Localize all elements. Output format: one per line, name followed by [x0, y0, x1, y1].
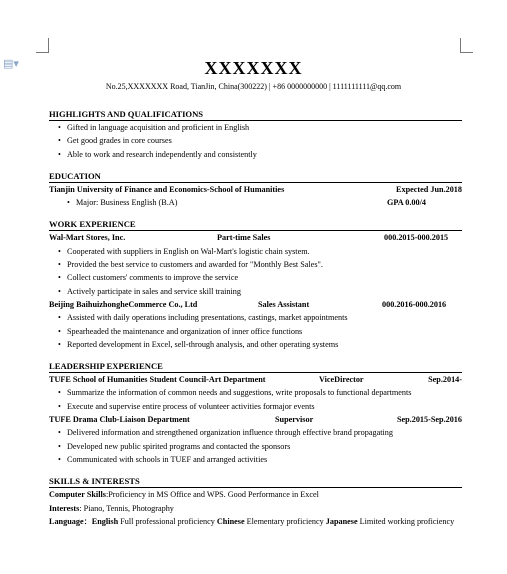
list-item: • Reported development in Excel, sell-through analysis, and other operating systems	[67, 338, 462, 351]
job-role: Sales Assistant	[258, 299, 310, 309]
job-header	[49, 231, 462, 244]
leadership-date: Sep.2015-Sep.2016	[396, 415, 462, 425]
major-text: Major: Business English (B.A)	[76, 198, 178, 208]
gpa: GPA 0.00/4	[387, 198, 426, 208]
contact-line: No.25,XXXXXXX Road, TianJin, China(300222) | +86 0000000000 | 1111111111@qq.com	[105, 82, 402, 91]
interests-line	[49, 502, 462, 515]
company-name: Wal-Mart Stores, Inc.	[49, 233, 126, 243]
org-name: TUFE School of Humanities Student Council-Art Department	[49, 375, 266, 385]
list-item: • Cooperated with suppliers in English on Wal-Mart's logistic chain system.	[67, 245, 462, 258]
leadership-role: Supervisor	[275, 415, 314, 425]
highlights-list	[49, 121, 462, 161]
school-name: Tianjin University of Finance and Economics-School of Humanities	[49, 184, 285, 194]
list-item: • Spearheaded the maintenance and organization of inner office functions	[67, 325, 462, 338]
english-text: Full professional proficiency	[118, 516, 217, 526]
job-date: 000.2015-000.2015	[384, 233, 449, 243]
list-item: • Summarize the information of common needs and suggestions, write proposals to functional departments	[67, 386, 462, 399]
crop-mark-top-right	[460, 38, 473, 53]
resume-body	[49, 108, 462, 528]
leadership-duties-list	[49, 426, 462, 466]
list-item: • Execute and supervise entire process of volunteer activities formajor events	[67, 400, 462, 413]
org-name: TUFE Drama Club-Liaison Department	[49, 415, 190, 425]
leadership-role: ViceDirector	[319, 375, 364, 385]
company-name: Beijing BaihuizhongheCommerce Co., Ltd	[49, 299, 198, 309]
paste-options-icon[interactable]: ▤▾	[3, 57, 19, 70]
language-line	[49, 515, 462, 528]
interests-text: : Piano, Tennis, Photography	[79, 503, 174, 513]
job-duties-list	[49, 311, 462, 351]
job-duties-list	[49, 245, 462, 298]
crop-mark-top-left	[36, 38, 49, 53]
japanese-text: Limited working proficiency	[357, 516, 455, 526]
leadership-date: Sep.2014-	[428, 375, 462, 385]
section-title-leadership: LEADERSHIP EXPERIENCE	[49, 360, 462, 373]
education-row	[49, 183, 462, 196]
section-title-work: WORK EXPERIENCE	[49, 218, 462, 231]
computer-skills-line	[49, 488, 462, 501]
leadership-header	[49, 373, 462, 386]
section-title-skills: SKILLS & INTERESTS	[49, 475, 462, 488]
list-item: • Assisted with daily operations including presentations, castings, market appointments	[67, 311, 462, 324]
job-role: Part-time Sales	[217, 233, 271, 243]
job-header	[49, 298, 462, 311]
computer-skills-text: :Proficiency in MS Office and WPS. Good Performance in Excel	[105, 490, 319, 500]
resume-name: XXXXXXX	[204, 58, 303, 78]
japanese-label: Japanese	[325, 516, 358, 526]
list-item: • Collect customers' comments to improve the service	[67, 271, 462, 284]
list-item: • Delivered information and strengthened organization influence through effective brand propagating	[67, 426, 462, 439]
leadership-header	[49, 413, 462, 426]
list-item: • Actively participate in sales and service skill training	[67, 285, 462, 298]
interests-label: Interests	[49, 503, 80, 513]
list-item: • Provided the best service to customers and awarded for "Monthly Best Sales".	[67, 258, 462, 271]
list-item: • Able to work and research independently and consistently	[67, 148, 462, 161]
english-label: English	[91, 516, 119, 526]
list-item: • Get good grades in core courses	[67, 134, 462, 147]
list-item: • Communicated with schools in TUEF and arranged activities	[67, 453, 462, 466]
section-title-highlights: HIGHLIGHTS AND QUALIFICATIONS	[49, 108, 462, 121]
chinese-label: Chinese	[216, 516, 245, 526]
leadership-duties-list	[49, 386, 462, 413]
education-date: Expected Jun.2018	[396, 184, 462, 194]
list-item: • Developed new public spirited programs and contacted the sponsors	[67, 440, 462, 453]
language-label: Language：	[49, 516, 92, 526]
section-title-education: EDUCATION	[49, 170, 462, 183]
computer-skills-label: Computer Skills	[49, 490, 106, 500]
major-bullet: •	[67, 198, 70, 208]
major-row	[49, 196, 462, 209]
chinese-text: Elementary proficiency	[244, 516, 326, 526]
list-item: • Gifted in language acquisition and proficient in English	[67, 121, 462, 134]
job-date: 000.2016-000.2016	[382, 299, 447, 309]
